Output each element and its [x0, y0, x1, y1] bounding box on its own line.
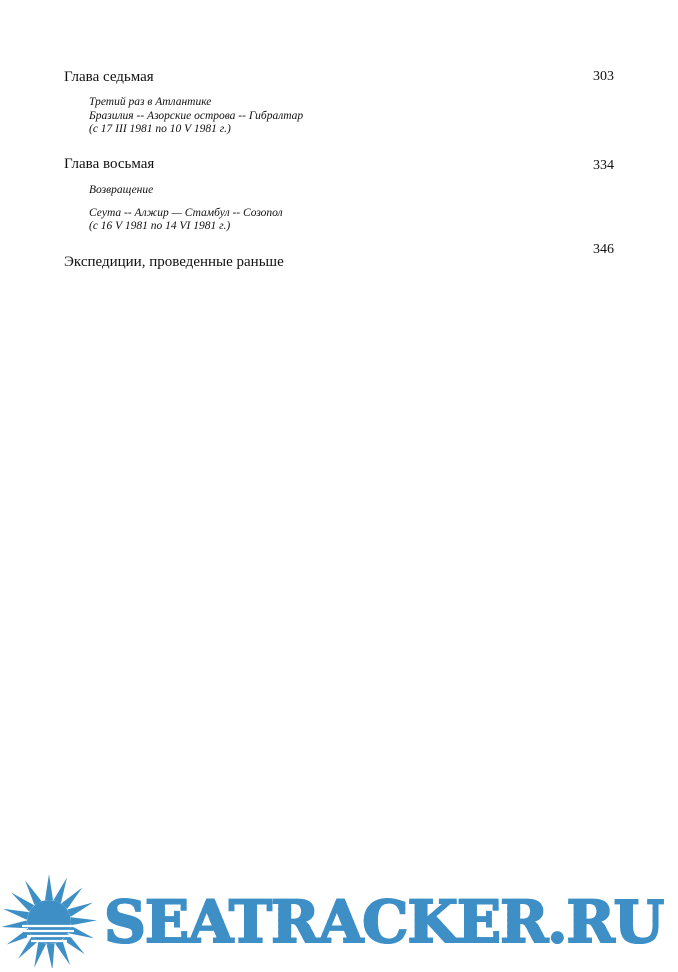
- chapter-7-page: 303: [593, 69, 614, 84]
- subtitle-line: (с 17 III 1981 по 10 V 1981 г.): [89, 123, 231, 135]
- subtitle-spacer: [89, 198, 283, 207]
- expeditions-title: Экспедиции, проведенные раньше: [64, 254, 284, 270]
- subtitle-line: Третий раз в Атлантике: [89, 96, 212, 108]
- chapter-7-subtitle: [89, 96, 303, 137]
- chapter-8-page: 334: [593, 158, 614, 173]
- chapter-8-title: Глава восьмая: [64, 156, 155, 172]
- watermark-text: SEATRACKER.RU: [104, 880, 663, 964]
- sun-icon: [0, 870, 104, 968]
- watermark-logo: [0, 866, 678, 972]
- chapter-8-subtitle: [89, 184, 283, 234]
- subtitle-line: Бразилия -- Азорские острова -- Гибралтар: [89, 109, 304, 122]
- subtitle-line: Возвращение: [89, 184, 154, 196]
- expeditions-page: 346: [593, 242, 614, 257]
- subtitle-line: (с 16 V 1981 по 14 VI 1981 г.): [89, 220, 231, 232]
- chapter-7-title: Глава седьмая: [64, 69, 154, 85]
- subtitle-line: Сеута -- Алжир — Стамбул -- Созопол: [89, 206, 283, 219]
